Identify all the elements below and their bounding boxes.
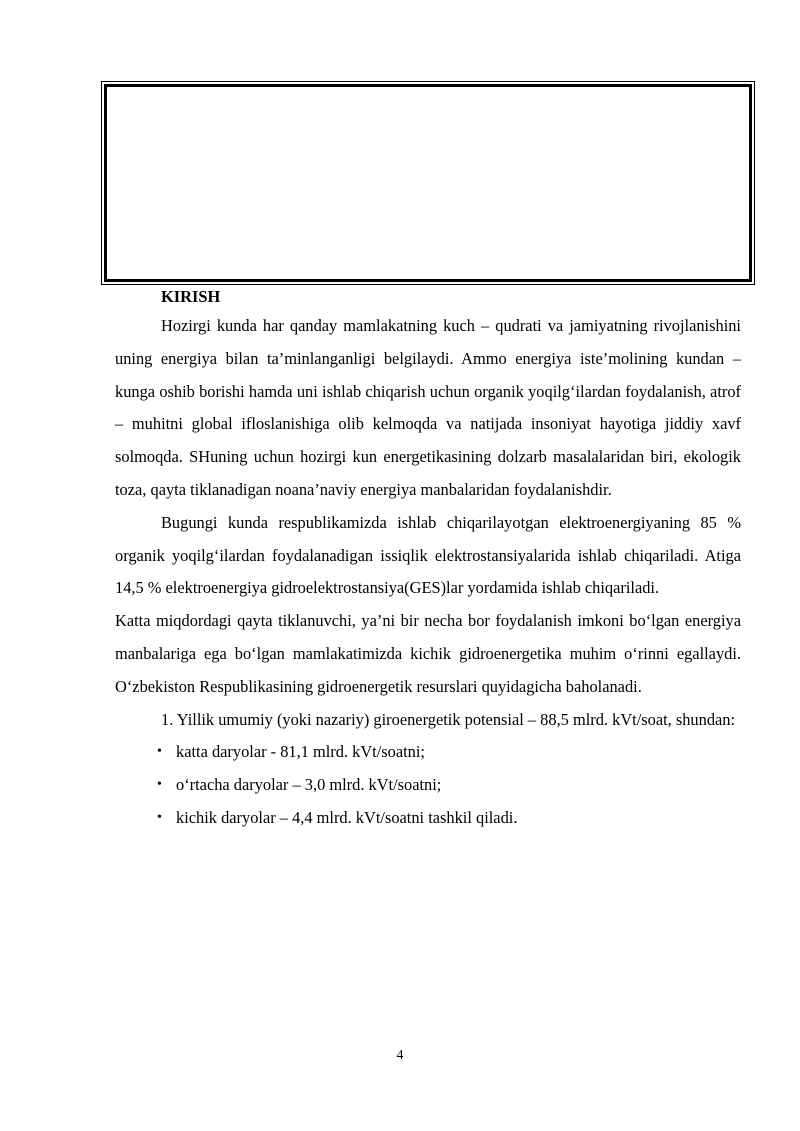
list-item xyxy=(115,736,741,769)
bullet-icon: • xyxy=(157,809,162,825)
paragraph-small-hydro: Katta miqdordagi qayta tiklanuvchi, ya’ni bir necha bor foydalanish imkoni bo‘lgan energiya manbalariga ega bo‘lgan mamlakatimizda kichik gidroenergetika muhim o‘rinni egallaydi. O‘zbekiston Respublikasining gidroenergetik resurslari quyidagicha baholanadi. xyxy=(115,611,741,696)
list-item-text: katta daryolar - 81,1 mlrd. kVt/soatni; xyxy=(176,742,425,762)
list-item xyxy=(115,802,741,835)
paragraph-electricity-share: Bugungi kunda respublikamizda ishlab chiqarilayotgan elektroenergiyaning 85 % organik yoqilg‘ilardan foydalanadigan issiqlik elektrostansiyalarida ishlab chiqariladi. Atiga 14,5 % elektroenergiya gidroelektrostansiya(GES)lar yordamida ishlab chiqariladi. xyxy=(115,512,741,598)
bullet-icon: • xyxy=(157,777,162,793)
title-frame xyxy=(104,84,752,282)
list-item-text: o‘rtacha daryolar – 3,0 mlrd. kVt/soatni; xyxy=(176,775,442,795)
paragraph-intro: Hozirgi kunda har qanday mamlakatning kuch – qudrati va jamiyatning rivojlanishini uning energiya bilan ta’minlanganligi belgilaydi. Ammo energiya iste’molining kundan – kunga oshib borishi hamda uni ishlab chiqarish uchun organik yoqilg‘ilardan foydalanish, atrof – muhitni global ifloslanishiga olib kelmoqda va natijada insoniyat hayotiga jiddiy xavf solmoqda. SHuning uchun hozirgi kun energetikasining dolzarb masalalaridan biri, ekologik toza, qayta tiklanadigan noana’naviy energiya manbalaridan foydalanishdir. xyxy=(115,316,741,499)
bullet-icon: • xyxy=(157,744,162,760)
list-item-text: kichik daryolar – 4,4 mlrd. kVt/soatni tashkil qiladi. xyxy=(176,807,518,827)
page-number: 4 xyxy=(396,1048,404,1063)
rivers-list xyxy=(115,736,741,834)
section-heading: KIRISH xyxy=(161,287,221,306)
paragraph-potential: 1. Yillik umumiy (yoki nazariy) giroenergetik potensial – 88,5 mlrd. kVt/soat, shundan: xyxy=(161,709,736,729)
list-item xyxy=(115,769,741,802)
page-content xyxy=(115,284,741,835)
